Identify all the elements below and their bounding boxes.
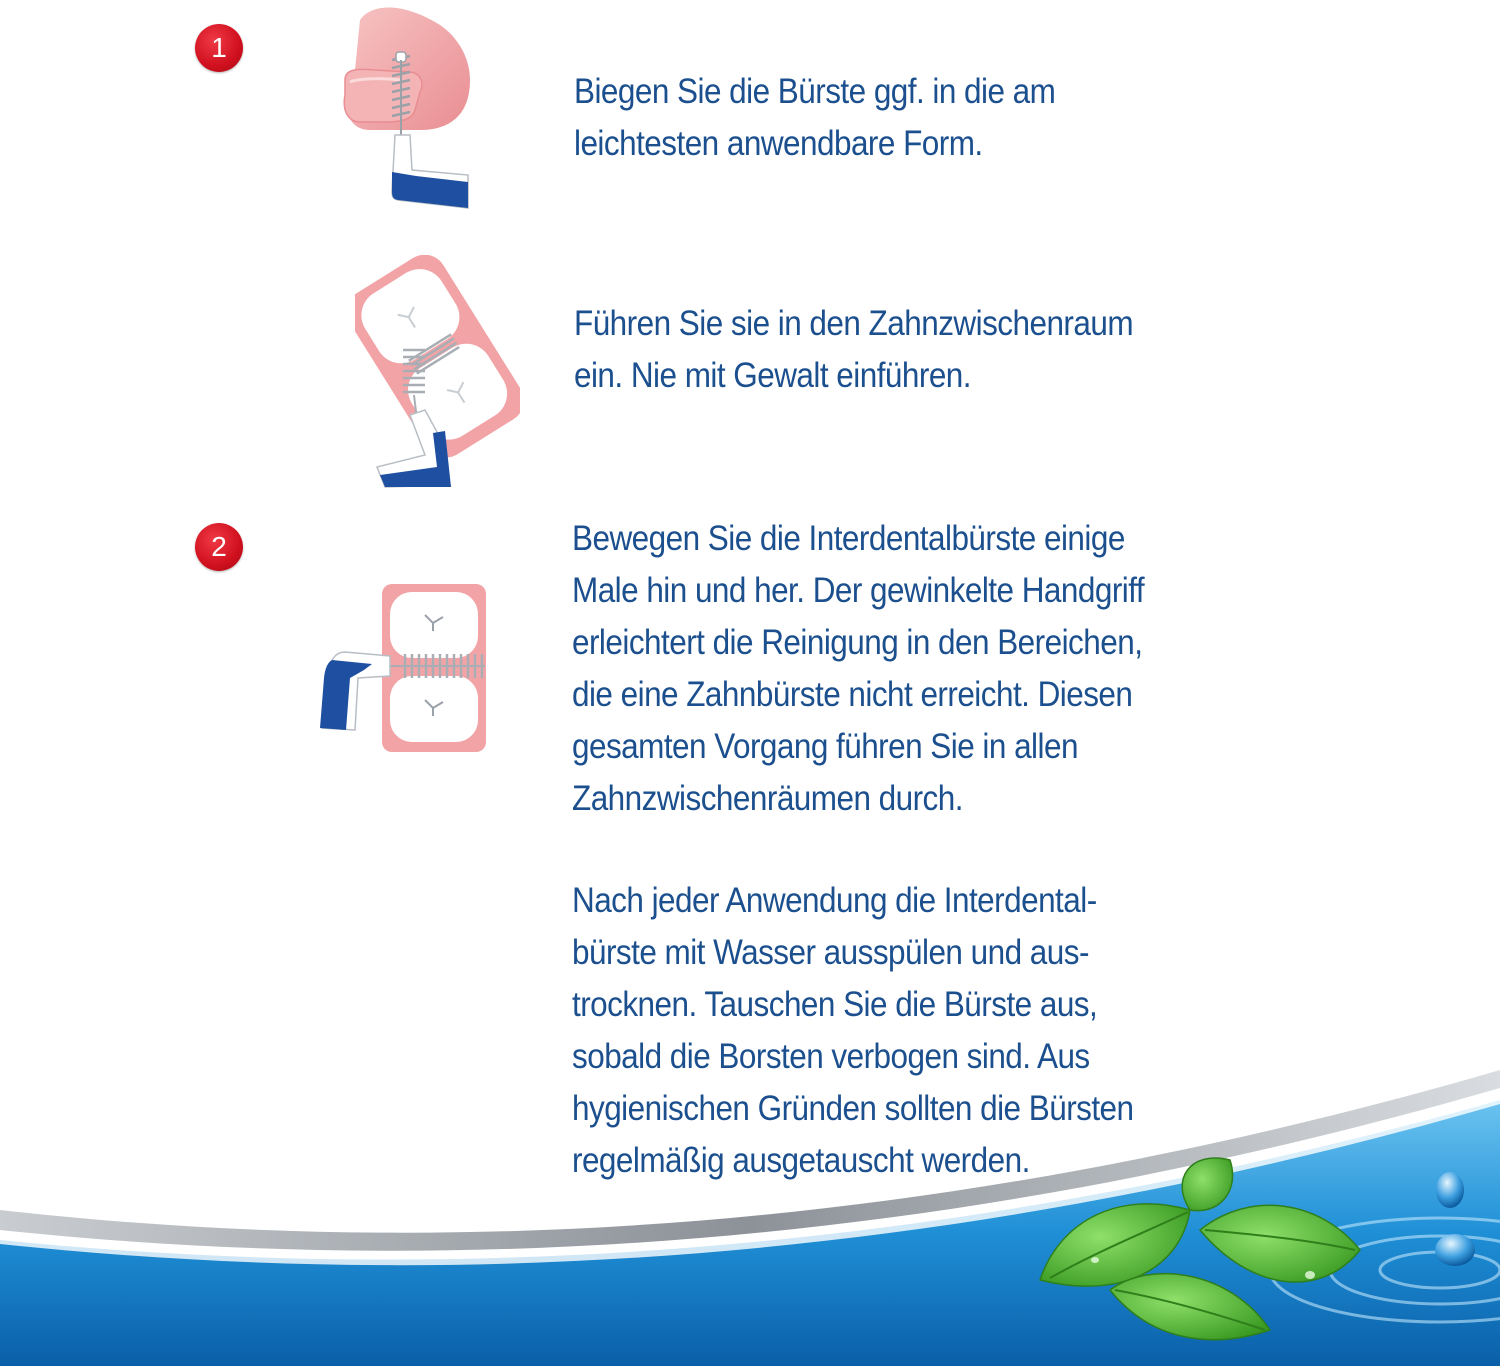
instruction-text-2: Führen Sie sie in den Zahnzwischenraum ein. Nie mit Gewalt einführen. [574, 304, 1134, 395]
instruction-text-1: Biegen Sie die Bürste ggf. in die am leichtesten anwendbare Form. [574, 72, 1056, 163]
instruction-text-4: Nach jeder Anwendung die Interdental- bürste mit Wasser ausspülen und aus- trocknen. Tauschen Sie die Bürste aus, sobald die Borsten verbogen sind. Aus hygienischen Gründen sollten die Bürsten regelmäßig ausgetauscht werden. [572, 881, 1134, 1180]
brush-cleaning-between-teeth-icon [310, 580, 500, 755]
step-2-badge: 2 [195, 523, 243, 571]
mint-leaves-water-splash-icon [0, 1040, 1500, 1366]
finger-bending-brush-icon [330, 0, 490, 215]
step-1-badge: 1 [195, 24, 243, 72]
instruction-text-3: Bewegen Sie die Interdentalbürste einige Male hin und her. Der gewinkelte Handgriff erleichtert die Reinigung in den Bereichen, die eine Zahnbürste nicht erreicht. Diesen gesamten Vorgang führen Sie in allen Zahnzwischenräumen durch. [572, 519, 1145, 818]
brush-inserting-between-teeth-icon [355, 255, 520, 495]
